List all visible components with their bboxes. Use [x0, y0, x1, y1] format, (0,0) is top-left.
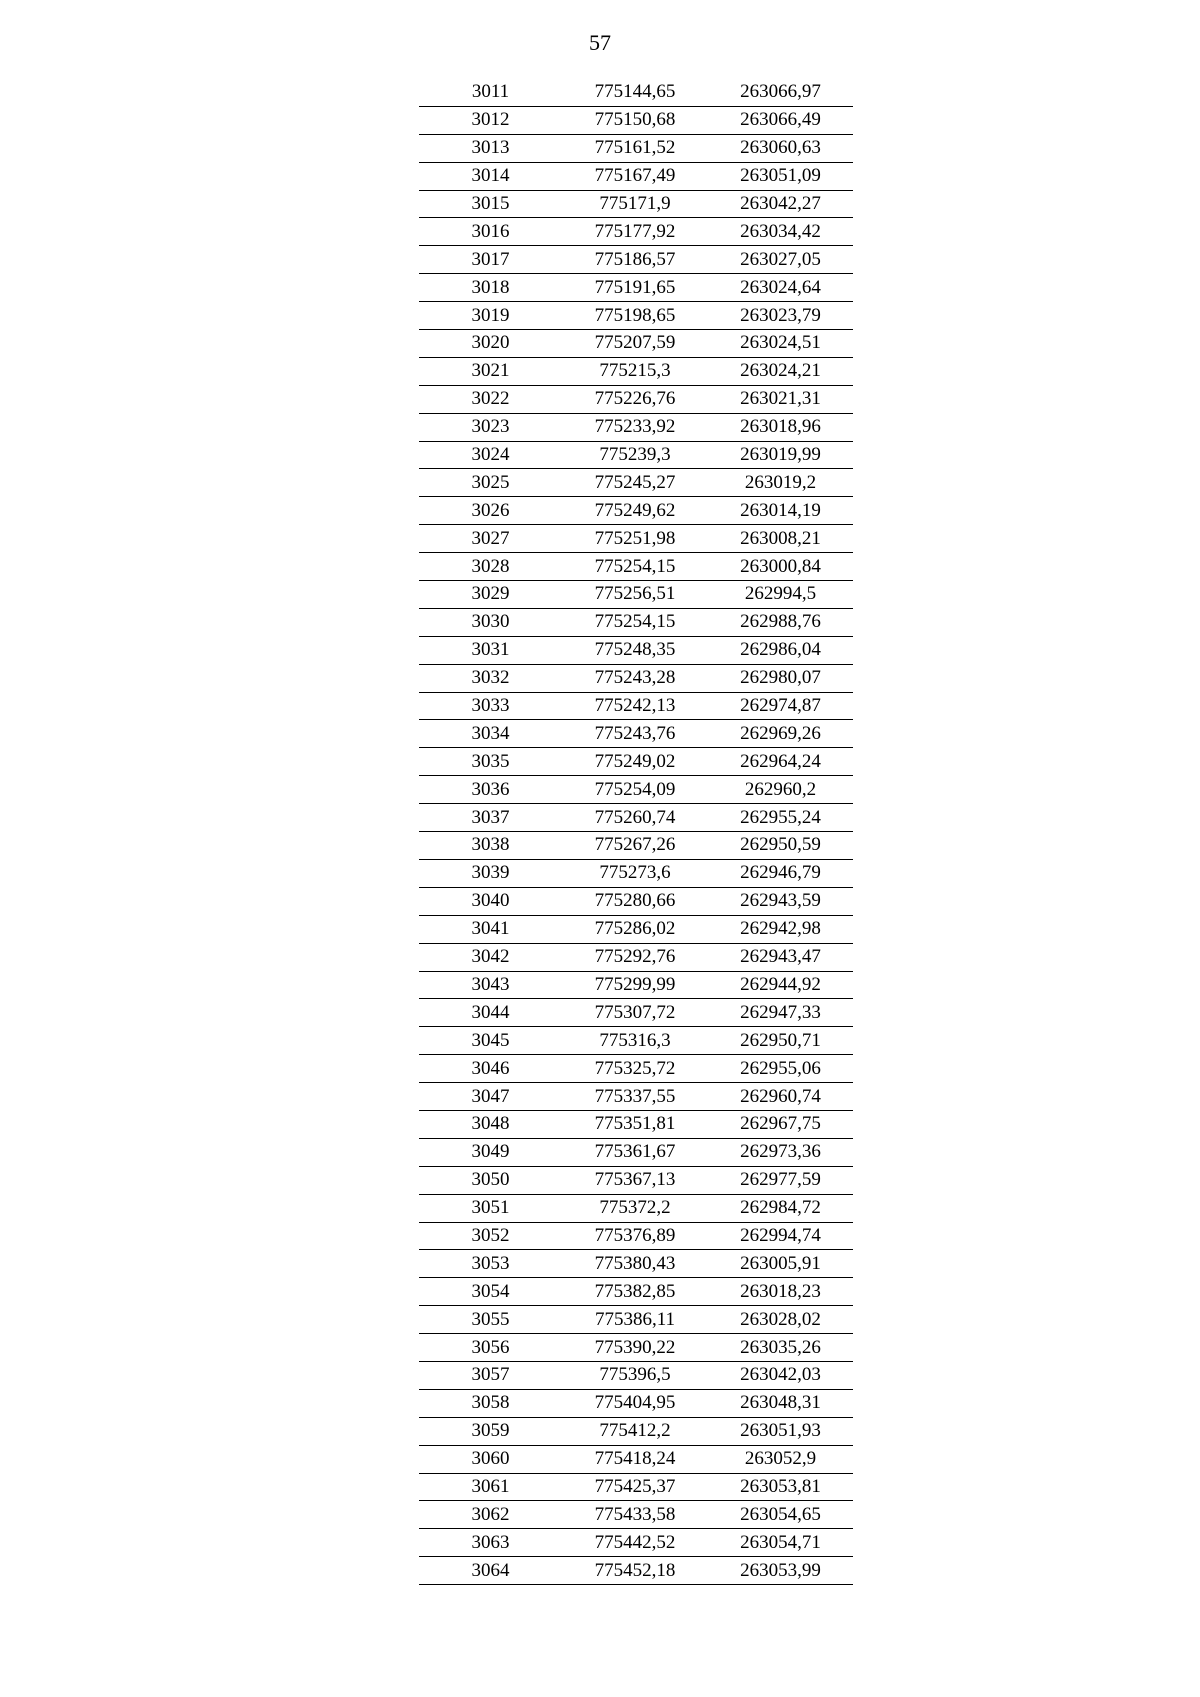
y-coordinate-cell: 262944,92 — [708, 971, 853, 999]
y-coordinate-cell: 263051,09 — [708, 162, 853, 190]
table-row — [419, 1055, 853, 1083]
x-coordinate-cell: 775418,24 — [562, 1445, 708, 1473]
y-coordinate-cell: 262946,79 — [708, 859, 853, 887]
table-row — [419, 1389, 853, 1417]
table-row — [419, 1417, 853, 1445]
table-row — [419, 413, 853, 441]
y-coordinate-cell: 263027,05 — [708, 246, 853, 274]
y-coordinate-cell: 263060,63 — [708, 134, 853, 162]
point-number-cell: 3039 — [419, 859, 562, 887]
x-coordinate-cell: 775198,65 — [562, 302, 708, 330]
x-coordinate-cell: 775243,28 — [562, 664, 708, 692]
y-coordinate-cell: 262980,07 — [708, 664, 853, 692]
y-coordinate-cell: 262960,2 — [708, 776, 853, 804]
x-coordinate-cell: 775251,98 — [562, 525, 708, 553]
point-number-cell: 3061 — [419, 1473, 562, 1501]
y-coordinate-cell: 263024,51 — [708, 330, 853, 358]
x-coordinate-cell: 775316,3 — [562, 1027, 708, 1055]
table-row — [419, 776, 853, 804]
coordinates-table-body — [419, 79, 853, 1585]
table-row — [419, 1306, 853, 1334]
point-number-cell: 3047 — [419, 1083, 562, 1111]
table-row — [419, 999, 853, 1027]
x-coordinate-cell: 775299,99 — [562, 971, 708, 999]
point-number-cell: 3035 — [419, 748, 562, 776]
x-coordinate-cell: 775390,22 — [562, 1334, 708, 1362]
point-number-cell: 3025 — [419, 469, 562, 497]
point-number-cell: 3016 — [419, 218, 562, 246]
point-number-cell: 3027 — [419, 525, 562, 553]
y-coordinate-cell: 263048,31 — [708, 1389, 853, 1417]
x-coordinate-cell: 775386,11 — [562, 1306, 708, 1334]
y-coordinate-cell: 263008,21 — [708, 525, 853, 553]
y-coordinate-cell: 263005,91 — [708, 1250, 853, 1278]
x-coordinate-cell: 775242,13 — [562, 692, 708, 720]
table-row — [419, 1222, 853, 1250]
table-row — [419, 1278, 853, 1306]
y-coordinate-cell: 262986,04 — [708, 636, 853, 664]
table-row — [419, 804, 853, 832]
point-number-cell: 3031 — [419, 636, 562, 664]
y-coordinate-cell: 262943,59 — [708, 887, 853, 915]
x-coordinate-cell: 775248,35 — [562, 636, 708, 664]
y-coordinate-cell: 262942,98 — [708, 915, 853, 943]
y-coordinate-cell: 263066,97 — [708, 79, 853, 106]
x-coordinate-cell: 775260,74 — [562, 804, 708, 832]
y-coordinate-cell: 262960,74 — [708, 1083, 853, 1111]
point-number-cell: 3034 — [419, 720, 562, 748]
coordinates-table — [419, 79, 853, 1585]
table-row — [419, 692, 853, 720]
point-number-cell: 3029 — [419, 581, 562, 609]
x-coordinate-cell: 775186,57 — [562, 246, 708, 274]
x-coordinate-cell: 775273,6 — [562, 859, 708, 887]
x-coordinate-cell: 775245,27 — [562, 469, 708, 497]
table-row — [419, 1194, 853, 1222]
table-row — [419, 1334, 853, 1362]
table-row — [419, 971, 853, 999]
point-number-cell: 3043 — [419, 971, 562, 999]
table-row — [419, 274, 853, 302]
y-coordinate-cell: 263052,9 — [708, 1445, 853, 1473]
y-coordinate-cell: 262955,06 — [708, 1055, 853, 1083]
x-coordinate-cell: 775307,72 — [562, 999, 708, 1027]
y-coordinate-cell: 263035,26 — [708, 1334, 853, 1362]
page-number: 57 — [589, 30, 611, 55]
point-number-cell: 3015 — [419, 190, 562, 218]
table-row — [419, 246, 853, 274]
table-row — [419, 497, 853, 525]
x-coordinate-cell: 775243,76 — [562, 720, 708, 748]
point-number-cell: 3044 — [419, 999, 562, 1027]
point-number-cell: 3036 — [419, 776, 562, 804]
table-row — [419, 162, 853, 190]
point-number-cell: 3019 — [419, 302, 562, 330]
y-coordinate-cell: 263014,19 — [708, 497, 853, 525]
point-number-cell: 3054 — [419, 1278, 562, 1306]
point-number-cell: 3053 — [419, 1250, 562, 1278]
y-coordinate-cell: 263053,81 — [708, 1473, 853, 1501]
table-row — [419, 1027, 853, 1055]
point-number-cell: 3046 — [419, 1055, 562, 1083]
point-number-cell: 3028 — [419, 553, 562, 581]
point-number-cell: 3049 — [419, 1138, 562, 1166]
x-coordinate-cell: 775191,65 — [562, 274, 708, 302]
y-coordinate-cell: 262969,26 — [708, 720, 853, 748]
y-coordinate-cell: 262950,59 — [708, 832, 853, 860]
point-number-cell: 3030 — [419, 608, 562, 636]
point-number-cell: 3048 — [419, 1110, 562, 1138]
table-row — [419, 1166, 853, 1194]
y-coordinate-cell: 262984,72 — [708, 1194, 853, 1222]
table-row — [419, 1250, 853, 1278]
x-coordinate-cell: 775215,3 — [562, 357, 708, 385]
point-number-cell: 3052 — [419, 1222, 562, 1250]
point-number-cell: 3038 — [419, 832, 562, 860]
y-coordinate-cell: 263019,99 — [708, 441, 853, 469]
point-number-cell: 3014 — [419, 162, 562, 190]
y-coordinate-cell: 262974,87 — [708, 692, 853, 720]
x-coordinate-cell: 775367,13 — [562, 1166, 708, 1194]
y-coordinate-cell: 263019,2 — [708, 469, 853, 497]
table-row — [419, 859, 853, 887]
y-coordinate-cell: 262950,71 — [708, 1027, 853, 1055]
point-number-cell: 3041 — [419, 915, 562, 943]
point-number-cell: 3051 — [419, 1194, 562, 1222]
x-coordinate-cell: 775254,09 — [562, 776, 708, 804]
point-number-cell: 3056 — [419, 1334, 562, 1362]
point-number-cell: 3055 — [419, 1306, 562, 1334]
y-coordinate-cell: 263024,21 — [708, 357, 853, 385]
x-coordinate-cell: 775256,51 — [562, 581, 708, 609]
y-coordinate-cell: 262977,59 — [708, 1166, 853, 1194]
point-number-cell: 3050 — [419, 1166, 562, 1194]
x-coordinate-cell: 775150,68 — [562, 106, 708, 134]
table-row — [419, 1445, 853, 1473]
y-coordinate-cell: 262994,5 — [708, 581, 853, 609]
point-number-cell: 3024 — [419, 441, 562, 469]
x-coordinate-cell: 775382,85 — [562, 1278, 708, 1306]
y-coordinate-cell: 263034,42 — [708, 218, 853, 246]
x-coordinate-cell: 775376,89 — [562, 1222, 708, 1250]
table-row — [419, 385, 853, 413]
table-row — [419, 469, 853, 497]
point-number-cell: 3064 — [419, 1557, 562, 1585]
x-coordinate-cell: 775325,72 — [562, 1055, 708, 1083]
y-coordinate-cell: 263024,64 — [708, 274, 853, 302]
table-row — [419, 1361, 853, 1389]
table-row — [419, 1110, 853, 1138]
x-coordinate-cell: 775239,3 — [562, 441, 708, 469]
point-number-cell: 3060 — [419, 1445, 562, 1473]
y-coordinate-cell: 262988,76 — [708, 608, 853, 636]
x-coordinate-cell: 775372,2 — [562, 1194, 708, 1222]
x-coordinate-cell: 775161,52 — [562, 134, 708, 162]
x-coordinate-cell: 775233,92 — [562, 413, 708, 441]
x-coordinate-cell: 775177,92 — [562, 218, 708, 246]
x-coordinate-cell: 775412,2 — [562, 1417, 708, 1445]
point-number-cell: 3063 — [419, 1529, 562, 1557]
table-row — [419, 608, 853, 636]
table-row — [419, 720, 853, 748]
table-row — [419, 1138, 853, 1166]
table-row — [419, 1083, 853, 1111]
x-coordinate-cell: 775226,76 — [562, 385, 708, 413]
table-row — [419, 887, 853, 915]
table-row — [419, 218, 853, 246]
y-coordinate-cell: 262994,74 — [708, 1222, 853, 1250]
table-row — [419, 915, 853, 943]
point-number-cell: 3012 — [419, 106, 562, 134]
table-row — [419, 664, 853, 692]
point-number-cell: 3037 — [419, 804, 562, 832]
x-coordinate-cell: 775452,18 — [562, 1557, 708, 1585]
point-number-cell: 3062 — [419, 1501, 562, 1529]
y-coordinate-cell: 263023,79 — [708, 302, 853, 330]
x-coordinate-cell: 775207,59 — [562, 330, 708, 358]
point-number-cell: 3021 — [419, 357, 562, 385]
table-row — [419, 553, 853, 581]
table-row — [419, 302, 853, 330]
y-coordinate-cell: 263051,93 — [708, 1417, 853, 1445]
y-coordinate-cell: 263000,84 — [708, 553, 853, 581]
x-coordinate-cell: 775167,49 — [562, 162, 708, 190]
x-coordinate-cell: 775404,95 — [562, 1389, 708, 1417]
y-coordinate-cell: 263021,31 — [708, 385, 853, 413]
x-coordinate-cell: 775144,65 — [562, 79, 708, 106]
x-coordinate-cell: 775425,37 — [562, 1473, 708, 1501]
y-coordinate-cell: 263042,03 — [708, 1361, 853, 1389]
y-coordinate-cell: 263053,99 — [708, 1557, 853, 1585]
y-coordinate-cell: 262947,33 — [708, 999, 853, 1027]
point-number-cell: 3040 — [419, 887, 562, 915]
x-coordinate-cell: 775280,66 — [562, 887, 708, 915]
y-coordinate-cell: 263066,49 — [708, 106, 853, 134]
point-number-cell: 3026 — [419, 497, 562, 525]
y-coordinate-cell: 262967,75 — [708, 1110, 853, 1138]
x-coordinate-cell: 775249,02 — [562, 748, 708, 776]
point-number-cell: 3042 — [419, 943, 562, 971]
table-row — [419, 1473, 853, 1501]
table-row — [419, 1529, 853, 1557]
x-coordinate-cell: 775254,15 — [562, 608, 708, 636]
point-number-cell: 3018 — [419, 274, 562, 302]
y-coordinate-cell: 263028,02 — [708, 1306, 853, 1334]
point-number-cell: 3022 — [419, 385, 562, 413]
table-row — [419, 943, 853, 971]
point-number-cell: 3058 — [419, 1389, 562, 1417]
y-coordinate-cell: 263054,65 — [708, 1501, 853, 1529]
table-row — [419, 748, 853, 776]
y-coordinate-cell: 262943,47 — [708, 943, 853, 971]
table-row — [419, 832, 853, 860]
point-number-cell: 3011 — [419, 79, 562, 106]
y-coordinate-cell: 262955,24 — [708, 804, 853, 832]
table-row — [419, 190, 853, 218]
point-number-cell: 3017 — [419, 246, 562, 274]
point-number-cell: 3013 — [419, 134, 562, 162]
point-number-cell: 3033 — [419, 692, 562, 720]
table-row — [419, 1557, 853, 1585]
table-row — [419, 106, 853, 134]
point-number-cell: 3020 — [419, 330, 562, 358]
table-row — [419, 1501, 853, 1529]
x-coordinate-cell: 775292,76 — [562, 943, 708, 971]
x-coordinate-cell: 775286,02 — [562, 915, 708, 943]
x-coordinate-cell: 775267,26 — [562, 832, 708, 860]
y-coordinate-cell: 262973,36 — [708, 1138, 853, 1166]
x-coordinate-cell: 775351,81 — [562, 1110, 708, 1138]
table-row — [419, 581, 853, 609]
table-row — [419, 79, 853, 106]
table-row — [419, 330, 853, 358]
table-row — [419, 441, 853, 469]
point-number-cell: 3032 — [419, 664, 562, 692]
y-coordinate-cell: 263018,23 — [708, 1278, 853, 1306]
y-coordinate-cell: 263054,71 — [708, 1529, 853, 1557]
point-number-cell: 3045 — [419, 1027, 562, 1055]
point-number-cell: 3057 — [419, 1361, 562, 1389]
table-row — [419, 636, 853, 664]
table-row — [419, 357, 853, 385]
x-coordinate-cell: 775380,43 — [562, 1250, 708, 1278]
x-coordinate-cell: 775442,52 — [562, 1529, 708, 1557]
y-coordinate-cell: 263042,27 — [708, 190, 853, 218]
x-coordinate-cell: 775433,58 — [562, 1501, 708, 1529]
y-coordinate-cell: 263018,96 — [708, 413, 853, 441]
point-number-cell: 3023 — [419, 413, 562, 441]
point-number-cell: 3059 — [419, 1417, 562, 1445]
x-coordinate-cell: 775361,67 — [562, 1138, 708, 1166]
table-row — [419, 525, 853, 553]
x-coordinate-cell: 775249,62 — [562, 497, 708, 525]
x-coordinate-cell: 775396,5 — [562, 1361, 708, 1389]
x-coordinate-cell: 775254,15 — [562, 553, 708, 581]
y-coordinate-cell: 262964,24 — [708, 748, 853, 776]
x-coordinate-cell: 775337,55 — [562, 1083, 708, 1111]
x-coordinate-cell: 775171,9 — [562, 190, 708, 218]
table-row — [419, 134, 853, 162]
